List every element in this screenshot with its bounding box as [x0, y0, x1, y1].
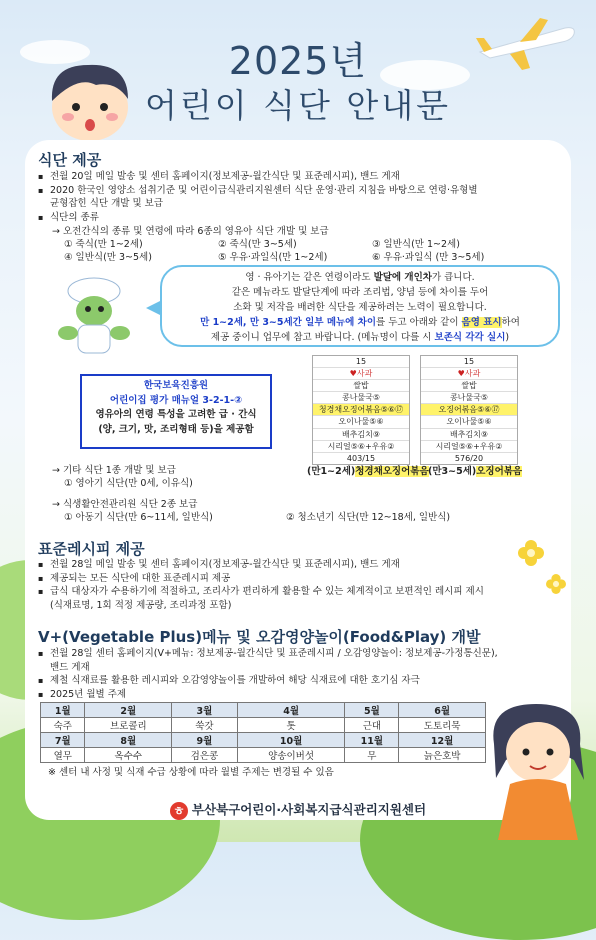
chef-turtle-icon: [48, 275, 148, 360]
meal-type: ① 죽식(만 1~2세): [64, 239, 143, 250]
menu-caption-age-3-5: (만3~5세)오징어볶음: [428, 466, 523, 477]
main-title: 어린이 식단 안내문: [144, 86, 451, 125]
list-item: ▪ 전월 28일 메일 발송 및 센터 홈페이지(정보제공-월간식단 및 표준레시피), 밴드 게재: [38, 558, 558, 572]
speech-bubble: 영 · 유아기는 같은 연령이라도 발달에 개인차가 큽니다. 같은 메뉴라도 발달단계에 따라 조리법, 양념 등에 차이를 두어 소화 및 저작을 배려한 식단을 제공하려는 노력이 필요합니다. 만 1~2세, 만 3~5세간 일부 메뉴에 차이를 두고 아래와 같이 음영 표시하여 제공 중이니 업무에 참고 바랍니다. (메뉴명이 다를 시 보존식 각각 실시): [160, 265, 560, 347]
menu-caption-age-1-2: (만1~2세)청경채오징어볶음: [307, 466, 429, 477]
meal-type: ③ 일반식(만 1~2세): [372, 239, 460, 250]
footer-organization: ㅎ 부산북구어린이·사회복지급식관리지원센터: [0, 800, 596, 820]
list-item: ▪ 전월 28일 센터 홈페이지(V+메뉴: 정보제공-월간식단 및 표준레시피 / 오감영양놀이: 정보제공-가정통신문), 밴드 게재: [38, 647, 558, 674]
menu-card-age-1-2: 15 ♥사과 쌀밥 콩나물국⑤ 청경채오징어볶음⑤⑥⑰ 오이나물⑤⑥ 배추김치⑨ 시리얼⑤⑥+우유② 403/15: [312, 355, 410, 465]
org-logo-icon: ㅎ: [170, 802, 188, 820]
table-row: 숙주 브로콜리 쑥갓 톳 근대 도토리묵: [41, 718, 486, 733]
table-row: 7월 8월 9월 10월 11월 12월: [41, 733, 486, 748]
arrow-line: → 기타 식단 1종 개발 및 보급: [52, 465, 176, 476]
flower-icon: [546, 574, 566, 594]
list-item: ▪ 제철 식재료를 활용한 레시피와 오감영양놀이를 개발하여 해당 식재료에 대한 호기심 자극: [38, 674, 558, 688]
footnote: ※ 센터 내 사정 및 식재 수급 상황에 따라 월별 주제는 변경될 수 있음: [48, 767, 334, 778]
section-title-recipe: 표준레시피 제공: [38, 540, 145, 558]
arrow-line: → 식생활안전관리원 식단 2종 보급: [52, 499, 198, 510]
list-item: ▪ 급식 대상자가 수용하기에 적절하고, 조리사가 편리하게 활용할 수 있는 체계적이고 보편적인 레시피 제시 (식재료명, 1회 적정 제공량, 조리과정 포함): [38, 585, 558, 612]
meal-bullet-list: [38, 170, 558, 224]
arrow-subline: ② 청소년기 식단(만 12~18세, 일반식): [286, 512, 451, 523]
year-title: 2025년: [228, 39, 368, 83]
list-item: ▪ 2025년 월별 주제: [38, 688, 558, 702]
arrow-subline: ① 영아기 식단(만 0세, 이유식): [64, 478, 193, 489]
menu-card-age-3-5: 15 ♥사과 쌀밥 콩나물국⑤ 오징어볶음⑤⑥⑰ 오이나물⑤⑥ 배추김치⑨ 시리얼⑤⑥+우유② 576/20: [420, 355, 518, 465]
meal-type: ② 죽식(만 3~5세): [218, 239, 297, 250]
section-title-meal: 식단 제공: [38, 151, 102, 169]
meal-type: ④ 일반식(만 3~5세): [64, 252, 152, 263]
evaluation-manual-box: 한국보육진흥원 어린이집 평가 매뉴얼 3-2-1-② 영유아의 연령 특성을 고려한 급 · 간식 (양, 크기, 맛, 조리형태 등)을 제공함: [80, 374, 272, 449]
section-title-vplus: V+(Vegetable Plus)메뉴 및 오감영양놀이(Food&Play) 개발: [38, 628, 481, 646]
flower-icon: [518, 540, 544, 566]
recipe-bullet-list: [38, 558, 558, 612]
table-row: 열무 옥수수 검은콩 양송이버섯 무 늙은호박: [41, 748, 486, 763]
list-item: ▪ 전월 20일 메일 발송 및 센터 홈페이지(정보제공-월간식단 및 표준레시피), 밴드 게재: [38, 170, 558, 184]
list-item: ▪ 2020 한국인 영양소 섭취기준 및 어린이급식관리지원센터 식단 운영·관리 지침을 바탕으로 연령·유형별 균형잡힌 식단 개발 및 보급: [38, 184, 558, 211]
meal-type: ⑤ 우유·과일식(만 1~2세): [218, 252, 328, 263]
arrow-line: → 오전간식의 종류 및 연령에 따라 6종의 영유아 식단 개발 및 보급: [52, 226, 329, 237]
monthly-theme-table: [40, 702, 486, 763]
list-item: ▪ 식단의 종류: [38, 211, 558, 225]
table-row: 1월 2월 3월 4월 5월 6월: [41, 703, 486, 718]
list-item: ▪ 제공되는 모든 식단에 대한 표준레시피 제공: [38, 572, 558, 586]
vplus-bullet-list: [38, 647, 558, 701]
meal-type: ⑥ 우유·과일식 (만 3~5세): [372, 252, 485, 263]
arrow-subline: ① 아동기 식단(만 6~11세, 일반식): [64, 512, 213, 523]
